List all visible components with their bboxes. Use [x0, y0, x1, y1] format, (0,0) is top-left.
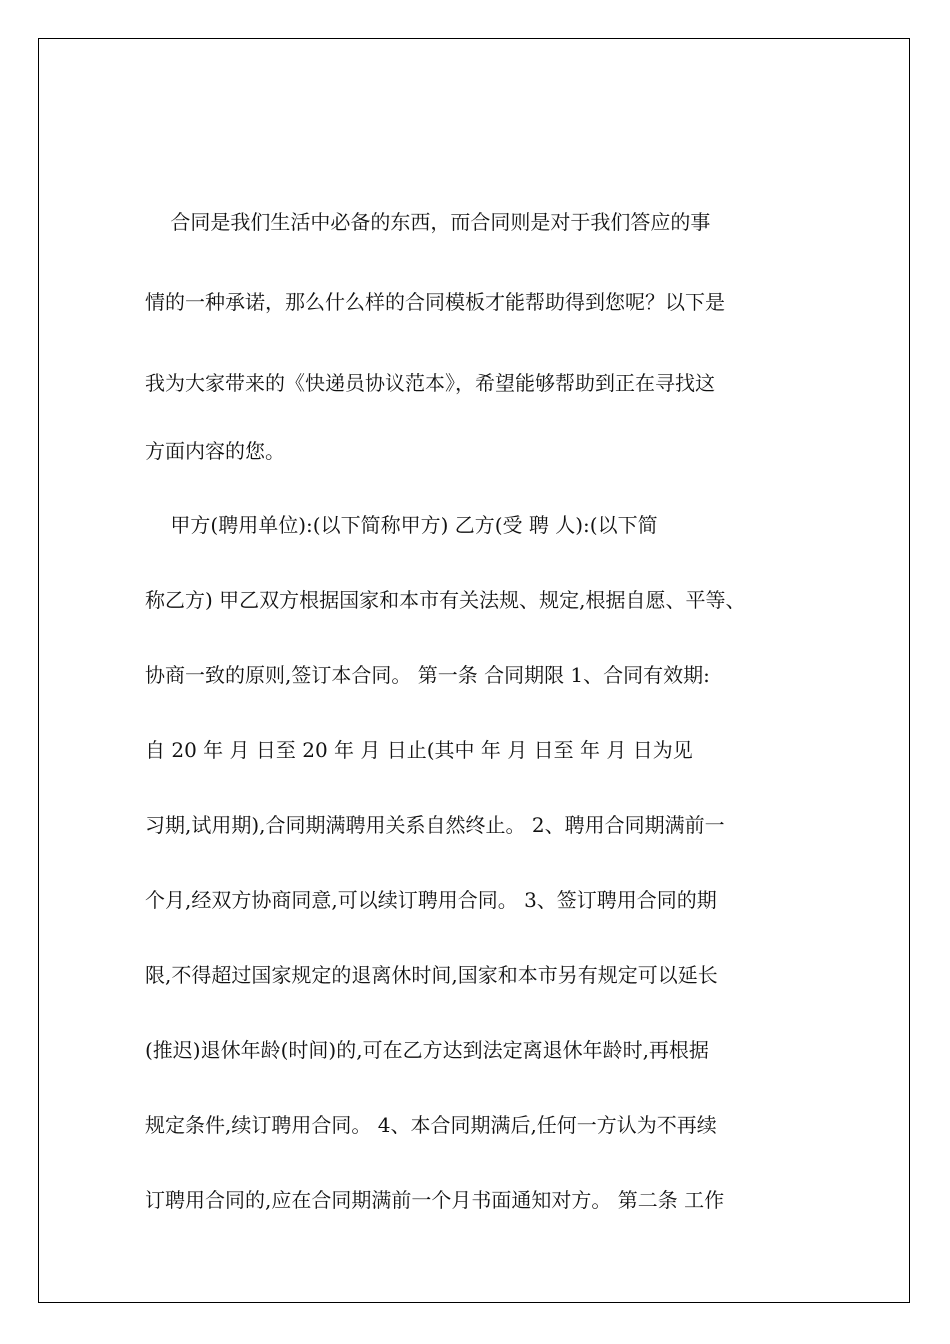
text-line: 订聘用合同的,应在合同期满前一个月书面通知对方。 第二条 工作 — [145, 1188, 725, 1212]
text-line: 习期,试用期),合同期满聘用关系自然终止。 2、聘用合同期满前一 — [145, 813, 725, 837]
text-line: 方面内容的您。 — [145, 439, 285, 463]
text-line: 规定条件,续订聘用合同。 4、本合同期满后,任何一方认为不再续 — [145, 1113, 717, 1137]
text-line: 情的一种承诺，那么什么样的合同模板才能帮助得到您呢？以下是 — [145, 290, 725, 314]
text-line: 限,不得超过国家规定的退离休时间,国家和本市另有规定可以延长 — [145, 963, 718, 987]
text-line: (推迟)退休年龄(时间)的,可在乙方达到法定离退休年龄时,再根据 — [145, 1038, 709, 1062]
text-line: 协商一致的原则,签订本合同。 第一条 合同期限 1、合同有效期: — [145, 663, 710, 687]
text-line: 自 20 年 月 日至 20 年 月 日止(其中 年 月 日至 年 月 日为见 — [145, 738, 693, 762]
text-line: 我为大家带来的《快递员协议范本》，希望能够帮助到正在寻找这 — [145, 371, 715, 395]
text-line: 称乙方) 甲乙双方根据国家和本市有关法规、规定,根据自愿、平等、 — [145, 588, 746, 612]
text-line: 合同是我们生活中必备的东西，而合同则是对于我们答应的事 — [145, 210, 711, 234]
text-line: 个月,经双方协商同意,可以续订聘用合同。 3、签订聘用合同的期 — [145, 888, 717, 912]
text-line: 甲方(聘用单位):(以下简称甲方) 乙方(受 聘 人):(以下简 — [145, 513, 658, 537]
